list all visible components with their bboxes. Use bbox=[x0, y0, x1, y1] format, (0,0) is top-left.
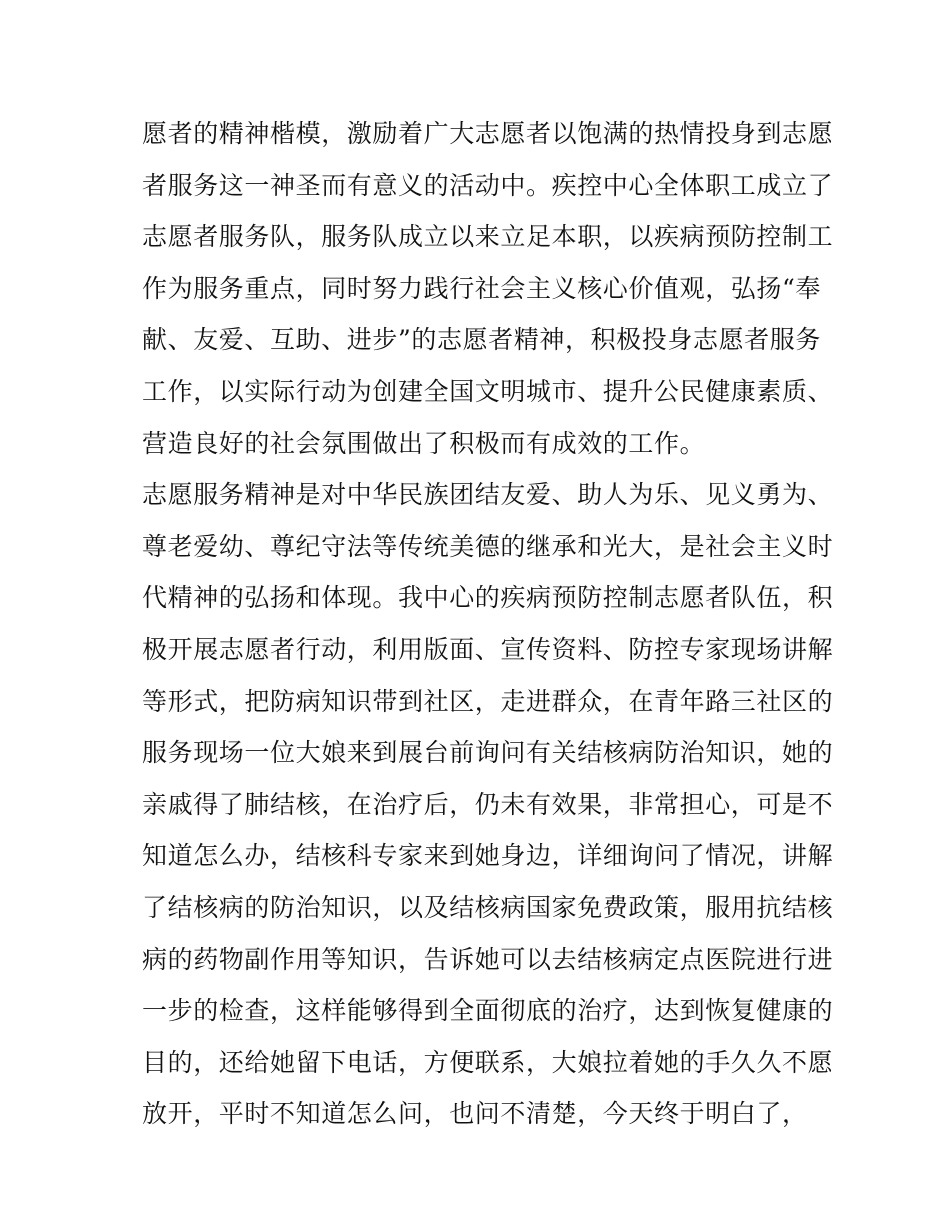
document-body bbox=[142, 108, 834, 1140]
text-line: 病的药物副作用等知识，告诉她可以去结核病定点医院进行进 bbox=[142, 944, 834, 974]
text-line: 者服务这一神圣而有意义的活动中。疾控中心全体职工成立了 bbox=[142, 170, 834, 200]
text-line: 一步的检查，这样能够得到全面彻底的治疗，达到恢复健康的 bbox=[142, 996, 834, 1026]
text-line: 亲戚得了肺结核，在治疗后，仍未有效果，非常担心，可是不 bbox=[142, 789, 834, 819]
text-line: 服务现场一位大娘来到展台前询问有关结核病防治知识，她的 bbox=[142, 738, 834, 768]
text-line: 志愿服务精神是对中华民族团结友爱、助人为乐、见义勇为、 bbox=[142, 480, 834, 510]
text-line: 代精神的弘扬和体现。我中心的疾病预防控制志愿者队伍，积 bbox=[142, 583, 834, 613]
text-line: 知道怎么办，结核科专家来到她身边，详细询问了情况，讲解 bbox=[142, 841, 834, 871]
text-line: 了结核病的防治知识，以及结核病国家免费政策，服用抗结核 bbox=[142, 892, 834, 922]
text-line: 工作，以实际行动为创建全国文明城市、提升公民健康素质、 bbox=[142, 376, 834, 406]
text-line: 目的，还给她留下电话，方便联系，大娘拉着她的手久久不愿 bbox=[142, 1047, 834, 1077]
text-line: 尊老爱幼、尊纪守法等传统美德的继承和光大，是社会主义时 bbox=[142, 531, 834, 561]
text-line: 营造良好的社会氛围做出了积极而有成效的工作。 bbox=[142, 428, 706, 458]
text-line: 愿者的精神楷模，激励着广大志愿者以饱满的热情投身到志愿 bbox=[142, 119, 834, 148]
text-line: 作为服务重点，同时努力践行社会主义核心价值观，弘扬“奉 bbox=[142, 273, 821, 303]
text-line: 志愿者服务队，服务队成立以来立足本职，以疾病预防控制工 bbox=[142, 222, 834, 252]
text-line: 极开展志愿者行动，利用版面、宣传资料、防控专家现场讲解 bbox=[142, 634, 834, 664]
text-line: 等形式，把防病知识带到社区，走进群众，在青年路三社区的 bbox=[142, 686, 834, 716]
text-line: 放开，平时不知道怎么问，也问不清楚，今天终于明白了， bbox=[142, 1099, 808, 1129]
text-line: 献、友爱、互助、进步”的志愿者精神，积极投身志愿者服务 bbox=[142, 325, 821, 355]
